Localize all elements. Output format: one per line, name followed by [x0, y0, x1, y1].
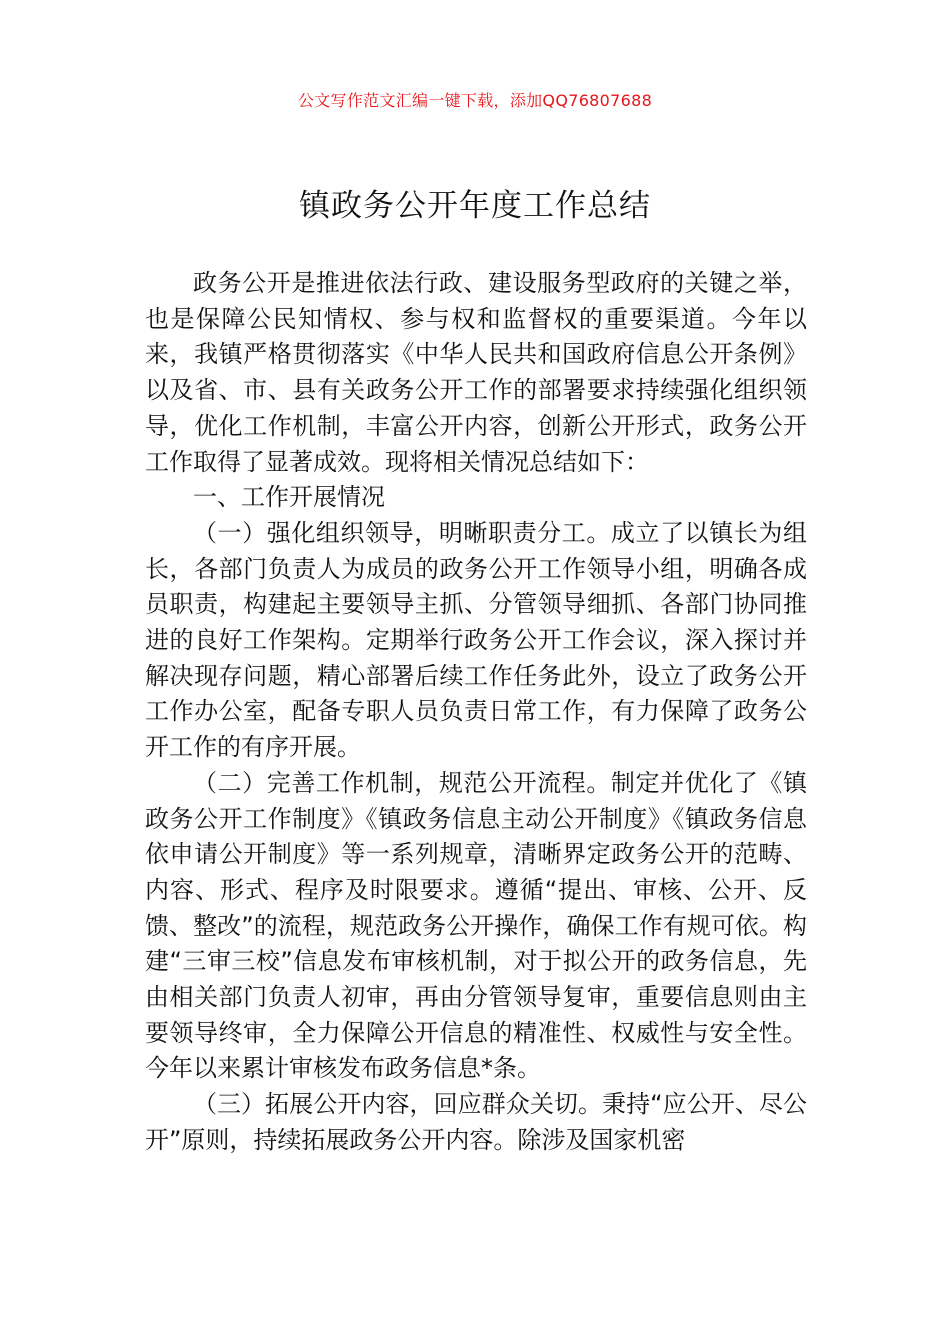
- document-title: 镇政务公开年度工作总结: [299, 188, 651, 224]
- subsection-paragraph-1: （一）强化组织领导，明晰职责分工。成立了以镇长为组长，各部门负责人为成员的政务公开工作领导小组，明确各成员职责，构建起主要领导主抓、分管领导细抓、各部门协同推进的良好工作架构。定期举行政务公开工作会议，深入探讨并解决现存问题，精心部署后续工作任务此外，设立了政务公开工作办公室，配备专职人员负责日常工作，有力保障了政务公开工作的有序开展。: [145, 518, 807, 762]
- subsection-paragraph-2: （二）完善工作机制，规范公开流程。制定并优化了《镇政务公开工作制度》《镇政务信息主动公开制度》《镇政务信息依申请公开制度》等一系列规章，清晰界定政务公开的范畴、内容、形式、程序及时限要求。遵循“提出、审核、公开、反馈、整改”的流程，规范政务公开操作，确保工作有规可依。构建“三审三校”信息发布审核机制，对于拟公开的政务信息，先由相关部门负责人初审，再由分管领导复审，重要信息则由主要领导终审，全力保障公开信息的精准性、权威性与安全性。今年以来累计审核发布政务信息*条。: [145, 768, 807, 1083]
- intro-paragraph: 政务公开是推进依法行政、建设服务型政府的关键之举，也是保障公民知情权、参与权和监督权的重要渠道。今年以来，我镇严格贯彻落实《中华人民共和国政府信息公开条例》以及省、市、县有关政务公开工作的部署要求持续强化组织领导，优化工作机制，丰富公开内容，创新公开形式，政务公开工作取得了显著成效。现将相关情况总结如下：: [145, 269, 807, 476]
- subsection-paragraph-3: （三）拓展公开内容，回应群众关切。秉持“应公开、尽公开”原则，持续拓展政务公开内容。除涉及国家机密: [145, 1090, 807, 1154]
- document-body: [145, 266, 807, 1159]
- section-heading-1: 一、工作开展情况: [193, 483, 385, 512]
- header-promo-note: 公文写作范文汇编一键下载，添加QQ76807688: [297, 91, 653, 110]
